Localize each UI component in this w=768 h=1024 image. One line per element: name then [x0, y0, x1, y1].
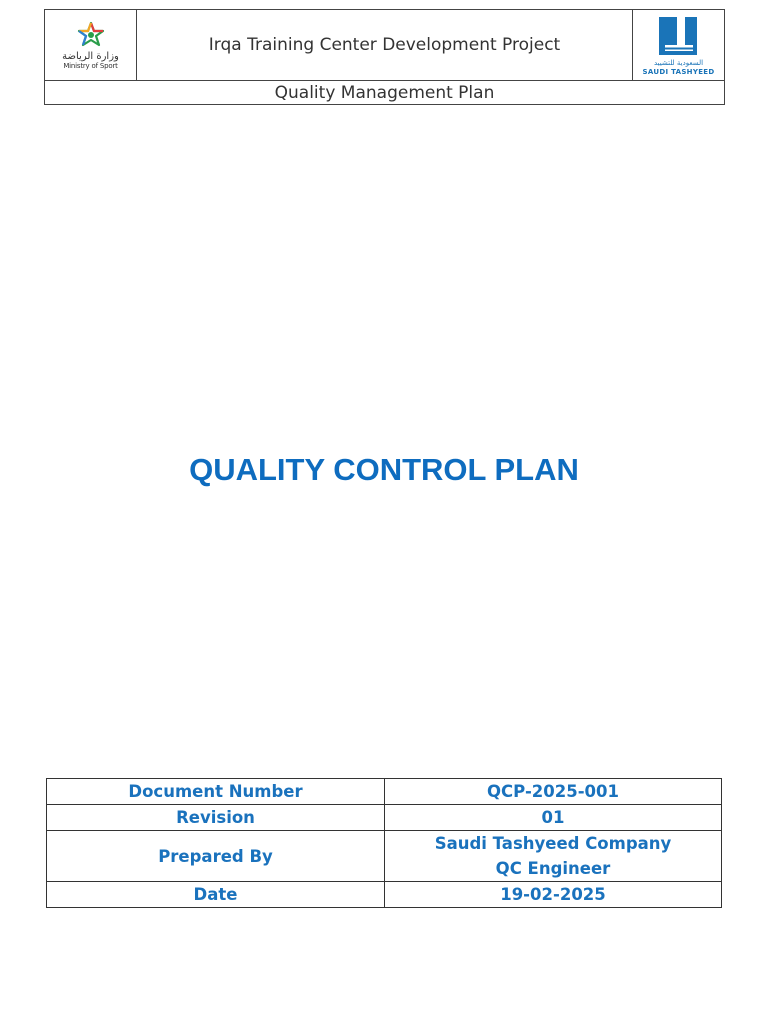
revision-label: Revision: [47, 805, 385, 831]
ministry-of-sport-logo: [62, 21, 119, 70]
tashyeed-logo-arabic: السعودية للتشييد: [653, 58, 704, 67]
tashyeed-logo-english: SAUDI TASHYEED: [642, 67, 715, 76]
ministry-logo-english: Ministry of Sport: [63, 61, 118, 70]
ministry-star-emblem-icon: [76, 21, 106, 49]
prepared-by-value: [385, 831, 722, 882]
tashyeed-emblem-icon: [657, 15, 699, 57]
project-title: Irqa Training Center Development Project: [137, 10, 633, 81]
date-value: 19-02-2025: [385, 882, 722, 908]
table-row: [47, 805, 722, 831]
ministry-logo-arabic: وزارة الرياضة: [62, 50, 119, 62]
revision-value: 01: [385, 805, 722, 831]
prepared-by-company: Saudi Tashyeed Company: [434, 834, 672, 853]
prepared-by-role: QC Engineer: [495, 859, 611, 878]
plan-title: Quality Management Plan: [45, 81, 725, 105]
table-row: [47, 779, 722, 805]
saudi-tashyeed-logo: [643, 15, 715, 76]
document-info-table: [46, 778, 722, 908]
doc-number-label: Document Number: [47, 779, 385, 805]
prepared-by-label: Prepared By: [47, 831, 385, 882]
tashyeed-logo-cell: [633, 10, 725, 81]
table-row: [47, 882, 722, 908]
ministry-logo-cell: [45, 10, 137, 81]
table-row: [47, 831, 722, 882]
document-header: [44, 9, 725, 105]
doc-number-value: QCP-2025-001: [385, 779, 722, 805]
document-main-title: QUALITY CONTROL PLAN: [189, 452, 579, 487]
date-label: Date: [47, 882, 385, 908]
